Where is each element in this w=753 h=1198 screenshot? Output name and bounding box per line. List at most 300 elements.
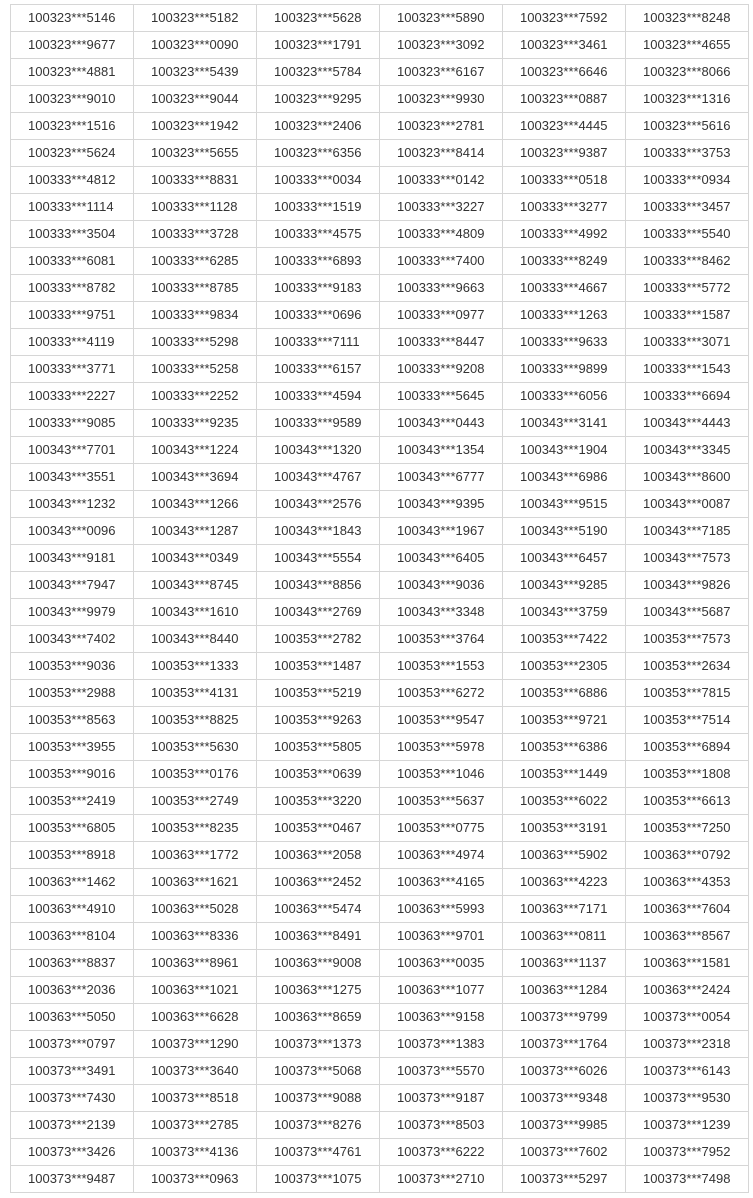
table-cell: 100373***7952 xyxy=(626,1139,749,1166)
table-cell: 100333***9235 xyxy=(134,410,257,437)
table-cell: 100333***3771 xyxy=(11,356,134,383)
table-cell: 100333***9751 xyxy=(11,302,134,329)
table-row xyxy=(11,140,749,167)
table-row xyxy=(11,599,749,626)
table-row xyxy=(11,707,749,734)
table-row xyxy=(11,464,749,491)
table-cell: 100323***1791 xyxy=(257,32,380,59)
table-cell: 100323***0090 xyxy=(134,32,257,59)
table-row xyxy=(11,626,749,653)
table-cell: 100333***1263 xyxy=(503,302,626,329)
table-cell: 100343***3694 xyxy=(134,464,257,491)
table-cell: 100343***6986 xyxy=(503,464,626,491)
table-row xyxy=(11,329,749,356)
table-cell: 100333***9589 xyxy=(257,410,380,437)
table-cell: 100353***2749 xyxy=(134,788,257,815)
table-cell: 100323***2406 xyxy=(257,113,380,140)
table-row xyxy=(11,815,749,842)
table-row xyxy=(11,869,749,896)
table-row xyxy=(11,491,749,518)
table-cell: 100333***0518 xyxy=(503,167,626,194)
table-cell: 100343***7402 xyxy=(11,626,134,653)
table-cell: 100353***2782 xyxy=(257,626,380,653)
table-cell: 100343***1354 xyxy=(380,437,503,464)
table-cell: 100373***1075 xyxy=(257,1166,380,1193)
table-row xyxy=(11,923,749,950)
table-row xyxy=(11,761,749,788)
table-cell: 100353***2988 xyxy=(11,680,134,707)
table-cell: 100363***1772 xyxy=(134,842,257,869)
table-cell: 100363***1462 xyxy=(11,869,134,896)
table-cell: 100343***6457 xyxy=(503,545,626,572)
table-cell: 100363***4353 xyxy=(626,869,749,896)
table-cell: 100333***1114 xyxy=(11,194,134,221)
table-cell: 100363***0035 xyxy=(380,950,503,977)
table-cell: 100353***1046 xyxy=(380,761,503,788)
table-cell: 100353***6613 xyxy=(626,788,749,815)
table-cell: 100333***2227 xyxy=(11,383,134,410)
table-cell: 100323***9295 xyxy=(257,86,380,113)
table-cell: 100353***3220 xyxy=(257,788,380,815)
table-row xyxy=(11,248,749,275)
table-cell: 100333***9633 xyxy=(503,329,626,356)
table-cell: 100353***5978 xyxy=(380,734,503,761)
table-cell: 100343***1224 xyxy=(134,437,257,464)
table-cell: 100333***0977 xyxy=(380,302,503,329)
table-row xyxy=(11,1085,749,1112)
table-cell: 100363***9158 xyxy=(380,1004,503,1031)
table-cell: 100333***4594 xyxy=(257,383,380,410)
table-cell: 100343***8440 xyxy=(134,626,257,653)
table-cell: 100333***6893 xyxy=(257,248,380,275)
table-cell: 100333***9183 xyxy=(257,275,380,302)
table-cell: 100373***2785 xyxy=(134,1112,257,1139)
table-cell: 100353***9016 xyxy=(11,761,134,788)
table-cell: 100333***3504 xyxy=(11,221,134,248)
table-cell: 100373***6026 xyxy=(503,1058,626,1085)
table-cell: 100373***0797 xyxy=(11,1031,134,1058)
table-cell: 100323***4881 xyxy=(11,59,134,86)
table-cell: 100343***7701 xyxy=(11,437,134,464)
table-cell: 100333***4575 xyxy=(257,221,380,248)
table-cell: 100343***6777 xyxy=(380,464,503,491)
table-cell: 100343***2769 xyxy=(257,599,380,626)
table-cell: 100373***5068 xyxy=(257,1058,380,1085)
table-cell: 100353***5630 xyxy=(134,734,257,761)
table-row xyxy=(11,842,749,869)
table-cell: 100353***5637 xyxy=(380,788,503,815)
table-cell: 100343***7947 xyxy=(11,572,134,599)
table-cell: 100323***2781 xyxy=(380,113,503,140)
table-row xyxy=(11,572,749,599)
table-cell: 100333***1587 xyxy=(626,302,749,329)
table-cell: 100323***5439 xyxy=(134,59,257,86)
table-cell: 100343***9181 xyxy=(11,545,134,572)
table-cell: 100363***2058 xyxy=(257,842,380,869)
table-cell: 100373***4136 xyxy=(134,1139,257,1166)
table-cell: 100333***2252 xyxy=(134,383,257,410)
table-cell: 100333***1543 xyxy=(626,356,749,383)
table-cell: 100333***8782 xyxy=(11,275,134,302)
table-cell: 100343***0443 xyxy=(380,410,503,437)
table-cell: 100333***1128 xyxy=(134,194,257,221)
table-cell: 100373***2318 xyxy=(626,1031,749,1058)
table-cell: 100323***1516 xyxy=(11,113,134,140)
table-row xyxy=(11,1112,749,1139)
table-cell: 100323***3461 xyxy=(503,32,626,59)
table-row xyxy=(11,302,749,329)
table-cell: 100353***6805 xyxy=(11,815,134,842)
table-cell: 100323***1942 xyxy=(134,113,257,140)
table-cell: 100333***3227 xyxy=(380,194,503,221)
table-cell: 100343***1232 xyxy=(11,491,134,518)
table-cell: 100353***5219 xyxy=(257,680,380,707)
table-row xyxy=(11,950,749,977)
table-cell: 100353***7514 xyxy=(626,707,749,734)
table-cell: 100353***5805 xyxy=(257,734,380,761)
table-cell: 100333***1519 xyxy=(257,194,380,221)
table-cell: 100323***8414 xyxy=(380,140,503,167)
table-cell: 100373***7430 xyxy=(11,1085,134,1112)
table-cell: 100363***7604 xyxy=(626,896,749,923)
table-row xyxy=(11,545,749,572)
table-row xyxy=(11,275,749,302)
table-cell: 100323***5784 xyxy=(257,59,380,86)
table-cell: 100373***9985 xyxy=(503,1112,626,1139)
table-cell: 100373***8503 xyxy=(380,1112,503,1139)
table-cell: 100333***7400 xyxy=(380,248,503,275)
table-cell: 100373***6222 xyxy=(380,1139,503,1166)
table-cell: 100373***2710 xyxy=(380,1166,503,1193)
table-row xyxy=(11,410,749,437)
table-cell: 100323***4445 xyxy=(503,113,626,140)
table-cell: 100373***1239 xyxy=(626,1112,749,1139)
table-cell: 100363***9008 xyxy=(257,950,380,977)
table-cell: 100343***0349 xyxy=(134,545,257,572)
table-cell: 100323***9677 xyxy=(11,32,134,59)
table-cell: 100353***1333 xyxy=(134,653,257,680)
table-row xyxy=(11,1004,749,1031)
table-cell: 100353***8563 xyxy=(11,707,134,734)
table-cell: 100363***2452 xyxy=(257,869,380,896)
table-cell: 100343***0096 xyxy=(11,518,134,545)
table-cell: 100353***6886 xyxy=(503,680,626,707)
table-cell: 100373***5297 xyxy=(503,1166,626,1193)
table-row xyxy=(11,194,749,221)
table-cell: 100323***5616 xyxy=(626,113,749,140)
table-row xyxy=(11,1139,749,1166)
table-cell: 100333***0034 xyxy=(257,167,380,194)
table-cell: 100373***1290 xyxy=(134,1031,257,1058)
id-number-table xyxy=(10,4,749,1193)
table-cell: 100333***7111 xyxy=(257,329,380,356)
table-cell: 100373***0963 xyxy=(134,1166,257,1193)
table-cell: 100323***9044 xyxy=(134,86,257,113)
table-cell: 100333***9834 xyxy=(134,302,257,329)
table-cell: 100343***5190 xyxy=(503,518,626,545)
table-row xyxy=(11,734,749,761)
table-cell: 100363***8104 xyxy=(11,923,134,950)
table-cell: 100333***4667 xyxy=(503,275,626,302)
table-cell: 100323***1316 xyxy=(626,86,749,113)
table-cell: 100323***3092 xyxy=(380,32,503,59)
table-cell: 100353***9263 xyxy=(257,707,380,734)
table-cell: 100373***9088 xyxy=(257,1085,380,1112)
table-cell: 100373***1764 xyxy=(503,1031,626,1058)
table-cell: 100323***4655 xyxy=(626,32,749,59)
table-cell: 100373***5570 xyxy=(380,1058,503,1085)
table-cell: 100363***0792 xyxy=(626,842,749,869)
table-cell: 100323***6356 xyxy=(257,140,380,167)
table-cell: 100373***9187 xyxy=(380,1085,503,1112)
table-cell: 100333***5258 xyxy=(134,356,257,383)
table-cell: 100343***0087 xyxy=(626,491,749,518)
table-cell: 100363***8837 xyxy=(11,950,134,977)
table-cell: 100363***4974 xyxy=(380,842,503,869)
table-row xyxy=(11,86,749,113)
table-cell: 100343***1610 xyxy=(134,599,257,626)
table-cell: 100373***6143 xyxy=(626,1058,749,1085)
table-row xyxy=(11,113,749,140)
table-cell: 100353***2419 xyxy=(11,788,134,815)
table-cell: 100343***1320 xyxy=(257,437,380,464)
table-cell: 100353***6272 xyxy=(380,680,503,707)
table-cell: 100373***9487 xyxy=(11,1166,134,1193)
table-cell: 100363***2424 xyxy=(626,977,749,1004)
table-cell: 100363***8961 xyxy=(134,950,257,977)
table-cell: 100353***0775 xyxy=(380,815,503,842)
table-cell: 100353***3764 xyxy=(380,626,503,653)
table-cell: 100373***1383 xyxy=(380,1031,503,1058)
table-cell: 100363***1077 xyxy=(380,977,503,1004)
table-cell: 100363***1137 xyxy=(503,950,626,977)
table-cell: 100323***9010 xyxy=(11,86,134,113)
table-cell: 100323***5655 xyxy=(134,140,257,167)
table-cell: 100323***5624 xyxy=(11,140,134,167)
table-cell: 100323***9930 xyxy=(380,86,503,113)
table-cell: 100333***5540 xyxy=(626,221,749,248)
table-cell: 100333***3728 xyxy=(134,221,257,248)
table-cell: 100333***8249 xyxy=(503,248,626,275)
table-cell: 100323***8248 xyxy=(626,5,749,32)
table-cell: 100363***5993 xyxy=(380,896,503,923)
table-cell: 100363***4223 xyxy=(503,869,626,896)
table-cell: 100353***1808 xyxy=(626,761,749,788)
table-cell: 100343***8856 xyxy=(257,572,380,599)
table-cell: 100363***5050 xyxy=(11,1004,134,1031)
table-row xyxy=(11,1166,749,1193)
table-cell: 100333***9899 xyxy=(503,356,626,383)
table-cell: 100333***6056 xyxy=(503,383,626,410)
table-cell: 100333***5772 xyxy=(626,275,749,302)
table-row xyxy=(11,59,749,86)
table-cell: 100363***0811 xyxy=(503,923,626,950)
table-cell: 100343***9515 xyxy=(503,491,626,518)
table-row xyxy=(11,32,749,59)
table-cell: 100373***3426 xyxy=(11,1139,134,1166)
table-cell: 100343***3551 xyxy=(11,464,134,491)
table-cell: 100353***8918 xyxy=(11,842,134,869)
table-cell: 100343***9285 xyxy=(503,572,626,599)
table-cell: 100333***0696 xyxy=(257,302,380,329)
table-cell: 100343***6405 xyxy=(380,545,503,572)
table-cell: 100333***8831 xyxy=(134,167,257,194)
table-cell: 100363***1275 xyxy=(257,977,380,1004)
table-cell: 100343***1266 xyxy=(134,491,257,518)
table-row xyxy=(11,221,749,248)
table-cell: 100333***5645 xyxy=(380,383,503,410)
table-cell: 100373***4761 xyxy=(257,1139,380,1166)
table-cell: 100353***7815 xyxy=(626,680,749,707)
table-cell: 100323***5146 xyxy=(11,5,134,32)
table-row xyxy=(11,356,749,383)
table-cell: 100323***5890 xyxy=(380,5,503,32)
table-cell: 100353***2634 xyxy=(626,653,749,680)
table-cell: 100363***8491 xyxy=(257,923,380,950)
table-cell: 100373***7498 xyxy=(626,1166,749,1193)
table-cell: 100353***1449 xyxy=(503,761,626,788)
table-cell: 100333***3753 xyxy=(626,140,749,167)
table-row xyxy=(11,383,749,410)
table-cell: 100353***0176 xyxy=(134,761,257,788)
table-cell: 100353***7422 xyxy=(503,626,626,653)
table-cell: 100353***6022 xyxy=(503,788,626,815)
table-cell: 100333***0934 xyxy=(626,167,749,194)
table-cell: 100373***9348 xyxy=(503,1085,626,1112)
table-cell: 100373***3640 xyxy=(134,1058,257,1085)
table-row xyxy=(11,680,749,707)
table-cell: 100343***1967 xyxy=(380,518,503,545)
table-cell: 100343***7185 xyxy=(626,518,749,545)
table-cell: 100353***9547 xyxy=(380,707,503,734)
table-cell: 100373***9530 xyxy=(626,1085,749,1112)
table-cell: 100363***5902 xyxy=(503,842,626,869)
table-cell: 100353***4131 xyxy=(134,680,257,707)
table-cell: 100353***8235 xyxy=(134,815,257,842)
table-cell: 100323***8066 xyxy=(626,59,749,86)
table-cell: 100363***1021 xyxy=(134,977,257,1004)
table-cell: 100333***8785 xyxy=(134,275,257,302)
table-cell: 100343***3345 xyxy=(626,437,749,464)
table-row xyxy=(11,518,749,545)
table-cell: 100333***4119 xyxy=(11,329,134,356)
table-row xyxy=(11,653,749,680)
table-cell: 100323***5182 xyxy=(134,5,257,32)
table-cell: 100353***7573 xyxy=(626,626,749,653)
table-cell: 100373***0054 xyxy=(626,1004,749,1031)
table-cell: 100353***9721 xyxy=(503,707,626,734)
table-cell: 100363***8336 xyxy=(134,923,257,950)
table-row xyxy=(11,5,749,32)
table-cell: 100363***9701 xyxy=(380,923,503,950)
table-cell: 100323***0887 xyxy=(503,86,626,113)
table-cell: 100363***7171 xyxy=(503,896,626,923)
table-cell: 100373***9799 xyxy=(503,1004,626,1031)
table-cell: 100333***8462 xyxy=(626,248,749,275)
table-cell: 100343***9395 xyxy=(380,491,503,518)
table-cell: 100343***1287 xyxy=(134,518,257,545)
table-cell: 100353***7250 xyxy=(626,815,749,842)
table-cell: 100363***1621 xyxy=(134,869,257,896)
table-cell: 100333***6081 xyxy=(11,248,134,275)
table-cell: 100373***2139 xyxy=(11,1112,134,1139)
table-cell: 100323***6167 xyxy=(380,59,503,86)
table-cell: 100343***2576 xyxy=(257,491,380,518)
table-cell: 100363***8567 xyxy=(626,923,749,950)
table-cell: 100363***1284 xyxy=(503,977,626,1004)
table-cell: 100353***2305 xyxy=(503,653,626,680)
table-cell: 100343***3759 xyxy=(503,599,626,626)
table-cell: 100353***3955 xyxy=(11,734,134,761)
table-cell: 100343***3141 xyxy=(503,410,626,437)
table-cell: 100323***9387 xyxy=(503,140,626,167)
table-cell: 100333***6694 xyxy=(626,383,749,410)
table-cell: 100343***8745 xyxy=(134,572,257,599)
table-cell: 100373***1373 xyxy=(257,1031,380,1058)
table-cell: 100333***4809 xyxy=(380,221,503,248)
table-cell: 100363***4165 xyxy=(380,869,503,896)
table-cell: 100363***8659 xyxy=(257,1004,380,1031)
table-cell: 100333***3457 xyxy=(626,194,749,221)
table-cell: 100333***0142 xyxy=(380,167,503,194)
table-cell: 100343***3348 xyxy=(380,599,503,626)
table-cell: 100343***5687 xyxy=(626,599,749,626)
table-cell: 100373***8276 xyxy=(257,1112,380,1139)
table-cell: 100333***6285 xyxy=(134,248,257,275)
table-cell: 100363***4910 xyxy=(11,896,134,923)
table-cell: 100363***1581 xyxy=(626,950,749,977)
table-cell: 100343***7573 xyxy=(626,545,749,572)
table-cell: 100343***1843 xyxy=(257,518,380,545)
table-cell: 100343***9979 xyxy=(11,599,134,626)
table-cell: 100363***2036 xyxy=(11,977,134,1004)
table-cell: 100323***5628 xyxy=(257,5,380,32)
table-cell: 100333***6157 xyxy=(257,356,380,383)
table-cell: 100333***9085 xyxy=(11,410,134,437)
table-cell: 100333***5298 xyxy=(134,329,257,356)
table-cell: 100373***8518 xyxy=(134,1085,257,1112)
table-row xyxy=(11,167,749,194)
table-row xyxy=(11,1031,749,1058)
table-cell: 100353***0639 xyxy=(257,761,380,788)
table-row xyxy=(11,788,749,815)
table-cell: 100343***5554 xyxy=(257,545,380,572)
table-cell: 100333***3071 xyxy=(626,329,749,356)
table-cell: 100343***9826 xyxy=(626,572,749,599)
table-cell: 100333***9663 xyxy=(380,275,503,302)
table-cell: 100353***6894 xyxy=(626,734,749,761)
table-cell: 100343***4767 xyxy=(257,464,380,491)
table-row xyxy=(11,977,749,1004)
table-cell: 100353***6386 xyxy=(503,734,626,761)
table-cell: 100353***9036 xyxy=(11,653,134,680)
table-cell: 100333***4812 xyxy=(11,167,134,194)
table-cell: 100343***1904 xyxy=(503,437,626,464)
table-cell: 100333***9208 xyxy=(380,356,503,383)
table-row xyxy=(11,896,749,923)
table-row xyxy=(11,437,749,464)
table-cell: 100323***7592 xyxy=(503,5,626,32)
table-cell: 100333***8447 xyxy=(380,329,503,356)
table-cell: 100333***4992 xyxy=(503,221,626,248)
table-cell: 100353***8825 xyxy=(134,707,257,734)
table-cell: 100333***3277 xyxy=(503,194,626,221)
table-cell: 100323***6646 xyxy=(503,59,626,86)
table-row xyxy=(11,1058,749,1085)
table-body xyxy=(11,5,749,1193)
table-cell: 100353***1553 xyxy=(380,653,503,680)
table-cell: 100343***9036 xyxy=(380,572,503,599)
